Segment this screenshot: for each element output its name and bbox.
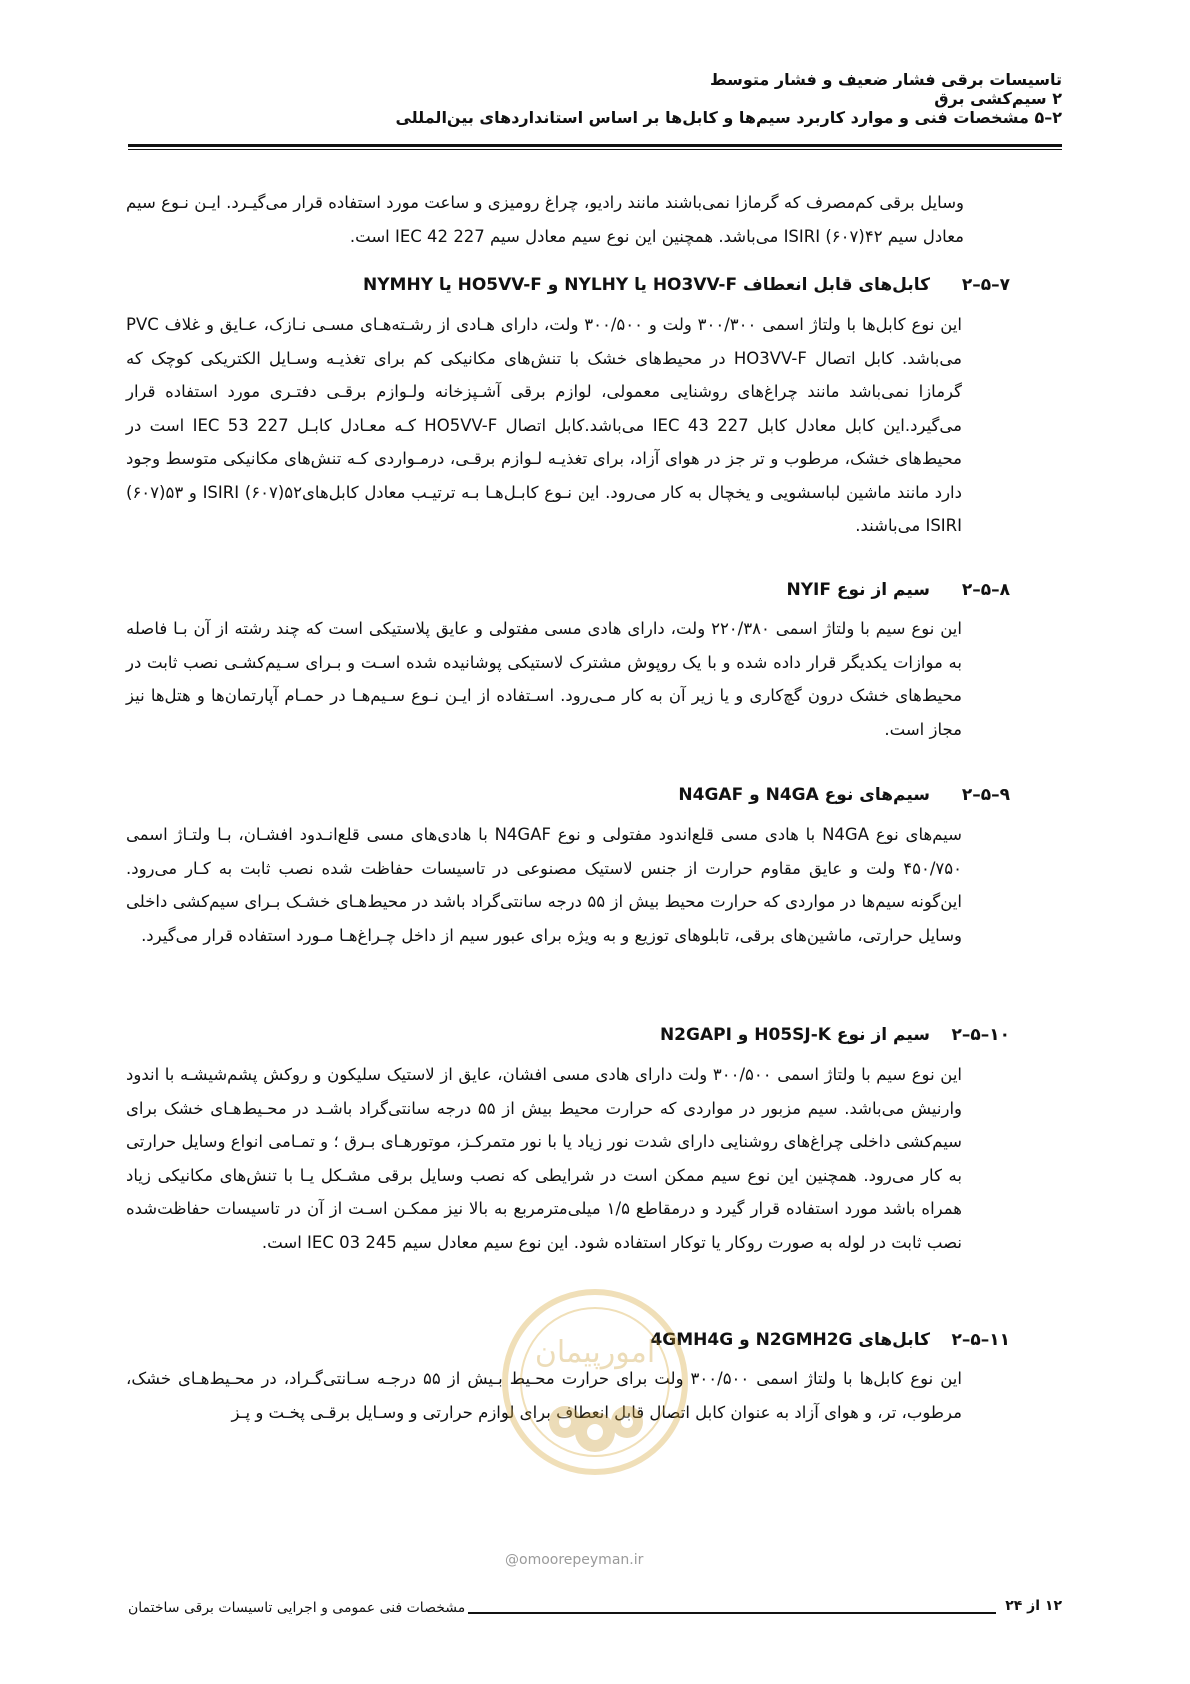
footer-rule	[468, 1612, 996, 1614]
section-heading	[126, 1025, 1010, 1055]
section-heading	[126, 785, 1010, 815]
header-rule-thick	[128, 144, 1062, 147]
section-body: سیم‌های نوع N4GA با هادی مسی قلع‌اندود مفتولی و نوع N4GAF با هادی‌های مسی قلع‌انـدود افشـان، بـا ولتـاژ اسمی ۴۵۰/۷۵۰ ولت و عایق مقاوم حرارت از جنس لاستیک مصنوعی در تاسیسات حفاظت شده نصب ثابت به کـار می‌رود. این‌گونه سیم‌ها در مواردی که حرارت محیط بیش از ۵۵ درجه سانتی‌گراد باشد در محیط‌هـای خشـک بـرای سیم‌کشی داخلی وسایل حرارتی، ماشین‌های برقی، تابلوهای توزیع و به ویژه برای عبور سیم از داخل چـراغ‌هـا مـورد استفاده قرار می‌گیرد.	[126, 825, 962, 945]
section-title: سیم از نوع NYIF	[786, 580, 930, 600]
section-number: ۲–۵–۸	[961, 580, 1010, 600]
section-number: ۲–۵–۹	[961, 785, 1010, 805]
section-heading	[126, 275, 1010, 305]
section-title: کابل‌های قابل انعطاف HO3VV-F یا NYLHY و HO5VV-F یا NYMHY	[363, 275, 930, 295]
section-number: ۲–۵–۱۱	[951, 1330, 1010, 1350]
section-body: این نوع کابل‌ها با ولتاژ اسمی ۳۰۰/۵۰۰ ولت برای حرارت محـیط بـیش از ۵۵ درجـه سـانتی‌گـراد، در محـیط‌هـای خشک، مرطوب، تر، و هوای آزاد به عنوان کابل اتصال قابل انعطاف برای لوازم حرارتی و وسـایل برقـی پخـت و پـز	[126, 1369, 962, 1422]
section-heading	[126, 580, 1010, 610]
running-header	[128, 70, 1062, 127]
watermark-logo	[495, 1282, 695, 1482]
footer-title: مشخصات فنی عمومی و اجرایی تاسیسات برقی ساختمان	[128, 1600, 466, 1616]
header-line-3: ۲–۵ مشخصات فنی و موارد کاربرد سیم‌ها و کابل‌ها بر اساس استانداردهای بین‌المللی	[395, 108, 1062, 127]
header-rule-thin	[128, 149, 1062, 150]
section-body: این نوع سیم با ولتاژ اسمی ۲۲۰/۳۸۰ ولت، دارای هادی مسی مفتولی و عایق پلاستیکی است که چند رشته از آن بـا فاصله به موازات یکدیگر قرار داده شده و با یک روپوش مشترک لاستیکی پوشانیده شده اسـت و بـرای سـیم‌کشـی نصب ثابت در محیط‌های خشک درون گچ‌کاری و یا زیر آن به کار مـی‌رود. اسـتفاده از ایـن نـوع سـیم‌هـا در حمـام آپارتمان‌ها و هتل‌ها نیز مجاز است.	[126, 619, 962, 739]
section-title: سیم از نوع H05SJ-K و N2GAPI	[659, 1025, 930, 1045]
intro-paragraph: وسایل برقی کم‌مصرف که گرمازا نمی‌باشند مانند رادیو، چراغ رومیزی و ساعت مورد استفاده قرار می‌گیـرد. ایـن نـوع سیم معادل سیم ۴۲(۶۰۷) ISIRI می‌باشد. همچنین این نوع سیم معادل سیم 227 IEC 42 است.	[126, 193, 964, 246]
header-line-1: تاسیسات برقی فشار ضعیف و فشار متوسط	[709, 70, 1062, 89]
section-body: این نوع کابل‌ها با ولتاژ اسمی ۳۰۰/۳۰۰ ولت و ۳۰۰/۵۰۰ ولت، دارای هـادی از رشـته‌هـای مسـی نـازک، عـایق و غلاف PVC می‌باشد. کابل اتصال HO3VV-F در محیط‌های خشک با تنش‌های مکانیکی کم برای تغذیـه وسـایل الکتریکی کوچک که گرمازا نمی‌باشد مانند چراغ‌های روشنایی معمولی، لوازم برقی آشـپزخانه ولـوازم برقـی دفتـری مورد استفاده قرار می‌گیرد.این کابل معادل کابل 227 IEC 43 می‌باشد.کابل اتصال HO5VV-F کـه معـادل کابـل 227 IEC 53 است در محیط‌های خشک، مرطوب و تر جز در هوای آزاد، برای تغذیـه لـوازم برقـی، درمـواردی کـه تنش‌های مکانیکی متوسط وجود دارد مانند ماشین لباسشویی و یخچال به کار می‌رود. این نـوع کابـل‌هـا بـه ترتیـب معادل کابل‌های۵۲(۶۰۷) ISIRI و ۵۳(۶۰۷) ISIRI می‌باشند.	[126, 315, 962, 535]
section-number: ۲–۵–۷	[961, 275, 1010, 295]
header-line-2: ۲ سیم‌کشی برق	[934, 89, 1062, 108]
watermark-url: @omoorepeyman.ir	[505, 1552, 644, 1568]
section-title: سیم‌های نوع N4GA و N4GAF	[678, 785, 930, 805]
watermark-logo-text: امورپیمان	[534, 1335, 656, 1370]
section-number: ۲–۵–۱۰	[951, 1025, 1010, 1045]
section-title: کابل‌های N2GMH2G و 4GMH4G	[650, 1330, 930, 1350]
page-number: ۱۲ از ۲۴	[1005, 1598, 1062, 1614]
section-body: این نوع سیم با ولتاژ اسمی ۳۰۰/۵۰۰ ولت دارای هادی مسی افشان، عایق از لاستیک سلیکون و روکش پشم‌شیشـه با اندود وارنیش می‌باشد. سیم مزبور در مواردی که حرارت محیط بیش از ۵۵ درجه سانتی‌گراد باشـد در محـیط‌هـای خشک برای سیم‌کشی داخلی چراغ‌های روشنایی دارای شدت نور زیاد یا با نور متمرکـز، موتورهـای بـرق ؛ و تمـامی انواع وسایل حرارتی به کار می‌رود. همچنین این نوع سیم ممکن است در شرایطی که نصب وسایل برقی مشـکل یـا با تنش‌های مکانیکی زیاد همراه باشد مورد استفاده قرار گیرد و درمقاطع ۱/۵ میلی‌مترمربع به بالا نیز ممکـن اسـت از آن در تاسیسات حفاظت‌شده نصب ثابت در لوله به صورت روکار یا توکار استفاده شود. این نوع سیم معادل سیم 245 IEC 03 است.	[126, 1065, 963, 1252]
